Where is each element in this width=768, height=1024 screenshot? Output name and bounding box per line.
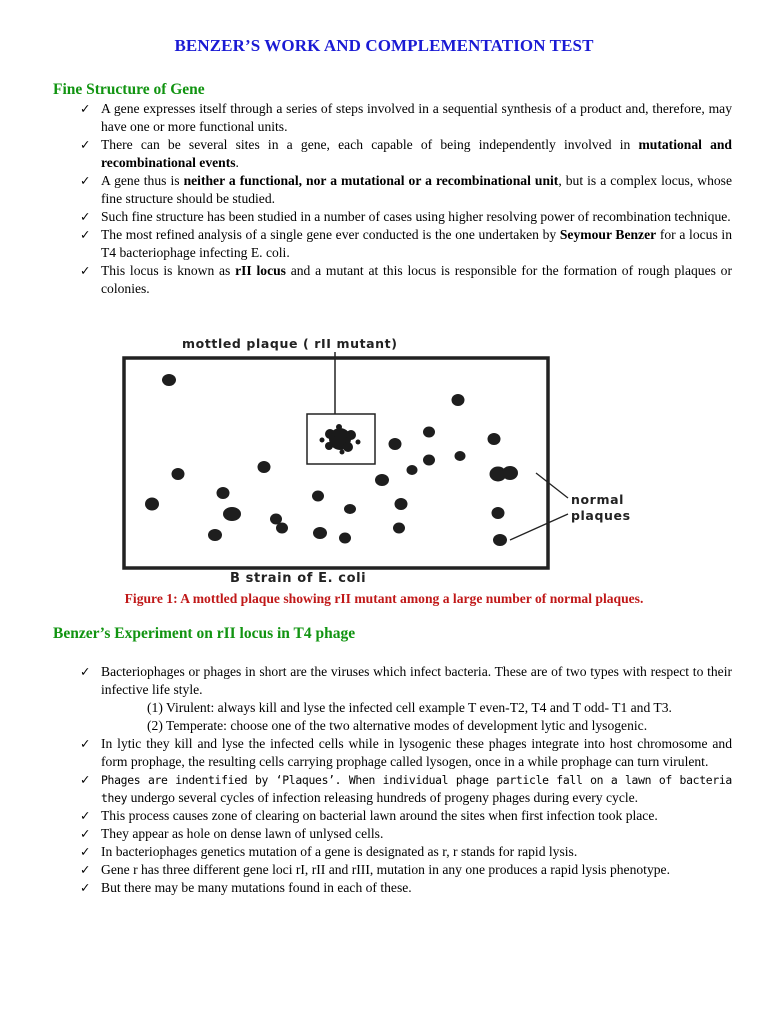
checkmark-icon: ✓ <box>80 101 91 116</box>
checkmark-icon: ✓ <box>80 844 91 859</box>
section-heading-fine-structure: Fine Structure of Gene <box>53 81 205 98</box>
mottled-plaque-label: mottled plaque ( rII mutant) <box>182 336 398 351</box>
checkmark-icon: ✓ <box>80 209 91 224</box>
plaque-diagram <box>110 328 670 590</box>
list-item: ✓ This process causes zone of clearing on bacterial lawn around the sites when first infection took place. <box>80 808 658 823</box>
list-item: ✓ In bacteriophages genetics mutation of a gene is designated as r, r stands for rapid lysis. <box>80 844 578 859</box>
list-item: ✓ In lytic they kill and lyse the infected cells while in lysogenic these phages integrate into host chromosome and form prophage, the resulting cells carrying prophage called lysogen, once in a while prophage can turn virulent. <box>80 736 732 769</box>
checkmark-icon: ✓ <box>80 173 91 188</box>
checkmark-icon: ✓ <box>80 263 91 278</box>
checkmark-icon: ✓ <box>80 826 91 841</box>
list-item: ✓ But there may be many mutations found in each of these. <box>80 880 412 895</box>
checkmark-icon: ✓ <box>80 664 91 679</box>
checkmark-icon: ✓ <box>80 736 91 751</box>
checkmark-icon: ✓ <box>80 808 91 823</box>
normal-plaques-label-1: normal <box>571 492 624 507</box>
checkmark-icon: ✓ <box>80 862 91 877</box>
checkmark-icon: ✓ <box>80 772 91 787</box>
figure-caption: Figure 1: A mottled plaque showing rII mutant among a large number of normal plaques. <box>124 591 644 606</box>
normal-pointer-line-1 <box>536 473 568 498</box>
list-item: ✓ There can be several sites in a gene, each capable of being independently involved in mutational and recombinational events. <box>80 137 732 170</box>
normal-plaques <box>145 374 518 546</box>
list-item: ✓ Phages are indentified by ‘Plaques’. When individual phage particle fall on a lawn of bacteria they undergo several cycles of infection releasing hundreds of progeny phages during every cycle. <box>80 772 732 805</box>
checkmark-icon: ✓ <box>80 227 91 242</box>
fine-structure-list <box>80 100 732 298</box>
normal-plaques-label-2: plaques <box>571 508 631 523</box>
list-item: ✓ This locus is known as rII locus and a mutant at this locus is responsible for the formation of rough plaques or colonies. <box>80 263 732 296</box>
normal-pointer-line-2 <box>510 514 568 540</box>
lawn-border <box>124 358 548 568</box>
list-subitem: (1) Virulent: always kill and lyse the infected cell example T even-T2, T4 and T odd- T1 and T3. <box>147 700 672 715</box>
plaque-figure <box>110 328 670 590</box>
list-item: ✓ A gene thus is neither a functional, nor a mutational or a recombinational unit, but is a complex locus, whose fine structure should be studied. <box>80 173 732 206</box>
list-item: ✓ The most refined analysis of a single gene ever conducted is the one undertaken by Seymour Benzer for a locus in T4 bacteriophage infecting E. coli. <box>80 227 732 260</box>
list-item: ✓ Gene r has three different gene loci rI, rII and rIII, mutation in any one produces a rapid lysis phenotype. <box>80 862 670 877</box>
page-title: BENZER’S WORK AND COMPLEMENTATION TEST <box>174 36 594 55</box>
list-item: ✓ They appear as hole on dense lawn of unlysed cells. <box>80 826 384 841</box>
checkmark-icon: ✓ <box>80 880 91 895</box>
benzer-experiment-list <box>80 663 732 897</box>
list-item: ✓ A gene expresses itself through a series of steps involved in a sequential synthesis of a product and, therefore, may have one or more functional units. <box>80 101 732 134</box>
checkmark-icon: ✓ <box>80 137 91 152</box>
mottled-plaque <box>320 424 361 455</box>
lawn-label: B strain of E. coli <box>230 571 367 586</box>
list-subitem: (2) Temperate: choose one of the two alternative modes of development lytic and lysogenic. <box>147 718 648 733</box>
list-item: ✓ Such fine structure has been studied in a number of cases using higher resolving power of recombination technique. <box>80 209 731 224</box>
section-heading-benzer-experiment: Benzer’s Experiment on rII locus in T4 phage <box>53 625 356 642</box>
list-item: ✓ Bacteriophages or phages in short are the viruses which infect bacteria. These are of two types with respect to their infective life style. (1) Virulent: always kill and lyse the infected cell example T even-T2, T4 and T odd- T1 and T3. (2) Temperate: choose one of the two alternative modes of development lytic and lysogenic. <box>80 664 732 733</box>
